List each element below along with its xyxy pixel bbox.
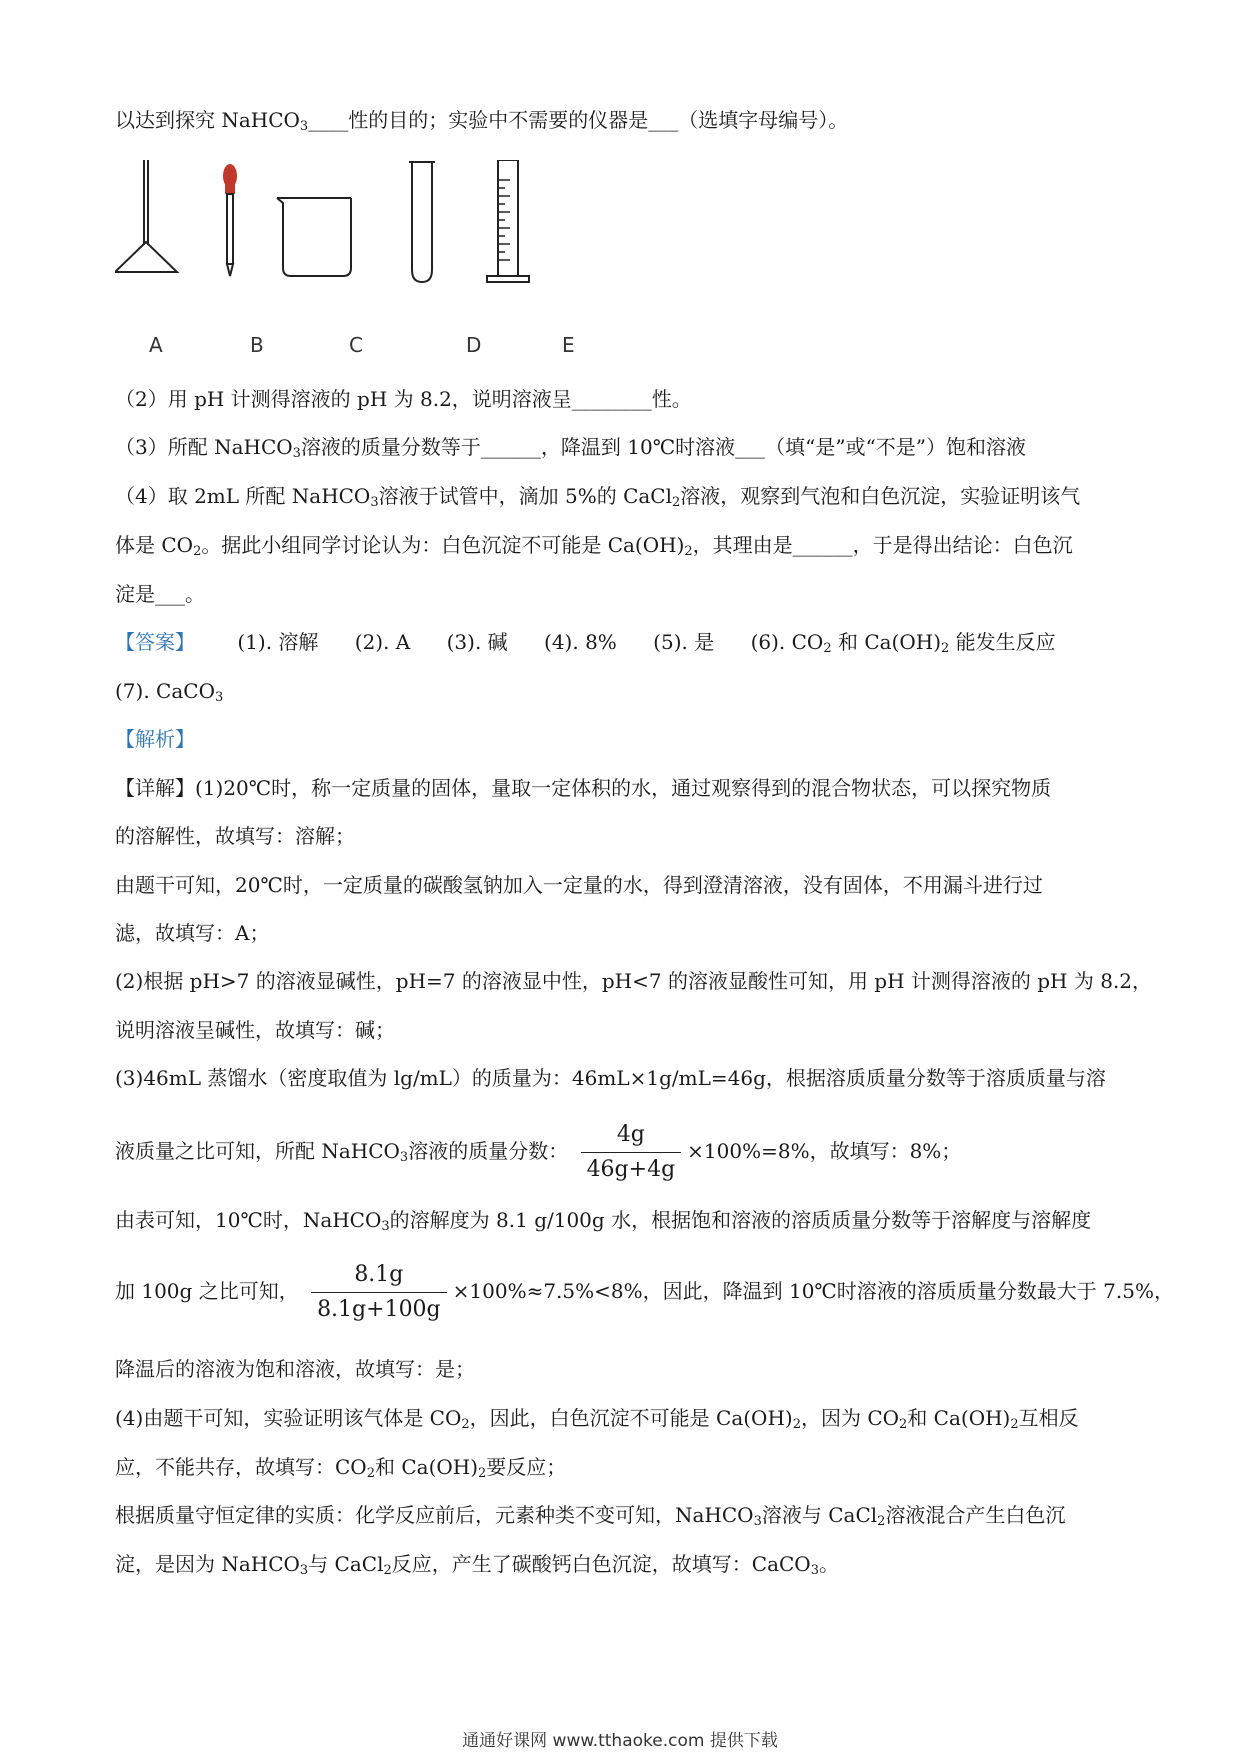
subscript: 2 — [366, 1466, 375, 1481]
apparatus-label-b: B — [250, 333, 264, 357]
text: 溶液的质量分数等于______，降温到 10℃时溶液___（填“是”或“不是”）饱和溶液 — [300, 435, 1027, 459]
detail-line-10 — [115, 1256, 1174, 1326]
analysis-tag: 【解析】 — [115, 727, 195, 751]
apparatus-figure — [115, 160, 615, 360]
text: (6). CO — [750, 630, 824, 654]
detail-line-9 — [115, 1205, 1135, 1235]
text: 【详解】(1)20℃时，称一定质量的固体，量取一定体积的水，通过观察得到的混合物状态，可以探究物质 — [115, 776, 1052, 800]
detail-line-12 — [115, 1403, 1135, 1433]
text: （3）所配 NaHCO — [115, 435, 293, 459]
text: 与 CaCl — [308, 1552, 384, 1576]
fraction-1 — [581, 1120, 682, 1185]
text: 和 Ca(OH) — [907, 1406, 1011, 1430]
page-footer: 通通好课网 www.tthaoke.com 提供下载 — [462, 1731, 778, 1751]
subscript: 3 — [299, 119, 309, 134]
detail-line-1 — [115, 773, 1135, 803]
question-4-line-3 — [115, 579, 1135, 609]
text: 由题干可知，20℃时，一定质量的碳酸氢钠加入一定量的水，得到澄清溶液，没有固体，不用漏斗进行过 — [115, 873, 1043, 897]
detail-line-2 — [115, 821, 1135, 851]
text: 的溶解度为 8.1 g/100g 水，根据饱和溶液的溶质质量分数等于溶解度与溶解度 — [389, 1208, 1092, 1232]
question-3 — [115, 432, 1135, 462]
subscript: 2 — [193, 544, 202, 559]
apparatus-label-c: C — [349, 333, 363, 357]
answer-item: (1). 溶解 — [237, 630, 319, 654]
denominator: 46g+4g — [581, 1152, 682, 1185]
text: (3)46mL 蒸馏水（密度取值为 lg/mL）的质量为：46mL×1g/mL=46g，根据溶质质量分数等于溶质质量与溶 — [115, 1066, 1106, 1090]
detail-line-14 — [115, 1500, 1135, 1530]
text: ×100%≈7.5%<8%，因此，降温到 10℃时溶液的溶质质量分数最大于 7.5%， — [452, 1279, 1174, 1303]
question-4-line-1 — [115, 481, 1135, 511]
answer-item-6 — [751, 630, 1056, 654]
subscript: 3 — [810, 1563, 819, 1578]
text: 溶液的质量分数： — [408, 1139, 569, 1163]
detail-line-8 — [115, 1116, 1135, 1186]
text: 。据此小组同学讨论认为：白色沉淀不可能是 Ca(OH) — [201, 533, 685, 557]
graduated-cylinder-icon — [487, 160, 529, 282]
text: 应，不能共存，故填写：CO — [115, 1455, 367, 1479]
text: 淀是___。 — [115, 582, 205, 606]
beaker-icon — [277, 198, 351, 276]
text: 溶液于试管中，滴加 5%的 CaCl — [378, 484, 672, 508]
question-4-line-2 — [115, 530, 1135, 560]
text: (4)由题干可知，实验证明该气体是 CO — [115, 1406, 462, 1430]
subscript: 2 — [941, 641, 950, 656]
subscript: 2 — [792, 1417, 801, 1432]
test-tube-icon — [409, 162, 435, 282]
detail-line-4 — [115, 918, 1135, 948]
answer-line — [115, 627, 1135, 657]
apparatus-label-a: A — [149, 333, 163, 357]
analysis-tag-line — [115, 724, 1135, 754]
subscript: 3 — [370, 495, 379, 510]
text: 溶液，观察到气泡和白色沉淀，实验证明该气 — [680, 484, 1081, 508]
text: 体是 CO — [115, 533, 194, 557]
text: 反应，产生了碳酸钙白色沉淀，故填写：CaCO — [391, 1552, 811, 1576]
subscript: 3 — [292, 446, 301, 461]
answer-tag: 【答案】 — [115, 630, 195, 654]
detail-line-5 — [115, 966, 1153, 996]
fraction-2 — [311, 1260, 447, 1325]
apparatus-label-e: E — [562, 333, 575, 357]
detail-line-7 — [115, 1063, 1135, 1093]
text: 降温后的溶液为饱和溶液，故填写：是； — [115, 1357, 475, 1381]
text: 互相反 — [1018, 1406, 1079, 1430]
detail-line-6 — [115, 1015, 1135, 1045]
text: ____性的目的；实验中不需要的仪器是___（选填字母编号）。 — [308, 108, 849, 132]
text: 根据质量守恒定律的实质：化学反应前后，元素种类不变可知，NaHCO — [115, 1503, 754, 1527]
text: 淀，是因为 NaHCO — [115, 1552, 300, 1576]
text: （4）取 2mL 所配 NaHCO — [115, 484, 371, 508]
text: ，因为 CO — [800, 1406, 900, 1430]
subscript: 2 — [672, 495, 681, 510]
text: 要反应； — [486, 1455, 567, 1479]
answer-item: (2). A — [354, 630, 411, 654]
question-2 — [115, 384, 1135, 414]
numerator: 8.1g — [354, 1262, 404, 1287]
detail-line-13 — [115, 1452, 1135, 1482]
text: 和 Ca(OH) — [374, 1455, 479, 1479]
text: 能发生反应 — [949, 630, 1056, 654]
question-line-1 — [115, 105, 1135, 135]
subscript: 3 — [753, 1514, 762, 1529]
text: 滤，故填写：A； — [115, 921, 270, 945]
funnel-icon — [115, 160, 177, 272]
subscript: 2 — [877, 1514, 886, 1529]
apparatus-label-d: D — [466, 333, 482, 357]
dropper-icon — [223, 164, 237, 276]
text: 加 100g 之比可知， — [115, 1279, 299, 1303]
text: 以达到探究 NaHCO — [115, 108, 300, 132]
text: ×100%=8%，故填写：8%； — [687, 1139, 962, 1163]
text: ，其理由是______，于是得出结论：白色沉 — [692, 533, 1073, 557]
answer-line-2 — [115, 676, 1135, 706]
subscript: 3 — [299, 1563, 309, 1578]
text: 由表可知，10℃时，NaHCO — [115, 1208, 382, 1232]
subscript: 2 — [1010, 1417, 1019, 1432]
text: 和 Ca(OH) — [831, 630, 941, 654]
subscript: 2 — [823, 641, 832, 656]
text: 溶液混合产生白色沉 — [885, 1503, 1066, 1527]
subscript: 2 — [478, 1466, 487, 1481]
answer-item: (5). 是 — [653, 630, 715, 654]
text: 溶液与 CaCl — [761, 1503, 878, 1527]
subscript: 2 — [899, 1417, 908, 1432]
detail-line-11 — [115, 1354, 1135, 1384]
answer-item-7: (7). CaCO — [115, 679, 215, 703]
subscript: 2 — [383, 1563, 392, 1578]
detail-line-15 — [115, 1549, 1135, 1579]
text: 说明溶液呈碱性，故填写：碱； — [115, 1018, 395, 1042]
answer-item: (4). 8% — [544, 630, 617, 654]
answer-item: (3). 碱 — [446, 630, 508, 654]
subscript: 3 — [381, 1219, 390, 1234]
subscript: 3 — [214, 690, 224, 705]
subscript: 3 — [399, 1150, 409, 1165]
text: ，因此，白色沉淀不可能是 Ca(OH) — [469, 1406, 793, 1430]
subscript: 2 — [684, 544, 693, 559]
denominator: 8.1g+100g — [311, 1292, 447, 1325]
numerator: 4g — [616, 1122, 645, 1147]
text: （2）用 pH 计测得溶液的 pH 为 8.2，说明溶液呈________性。 — [115, 387, 692, 411]
text: 液质量之比可知，所配 NaHCO — [115, 1139, 400, 1163]
text: 。 — [819, 1552, 839, 1576]
text: (2)根据 pH>7 的溶液显碱性，pH=7 的溶液显中性，pH<7 的溶液显酸性可知，用 pH 计测得溶液的 pH 为 8.2， — [115, 969, 1153, 993]
text: 的溶解性，故填写：溶解； — [115, 824, 355, 848]
detail-line-3 — [115, 870, 1135, 900]
subscript: 2 — [461, 1417, 470, 1432]
